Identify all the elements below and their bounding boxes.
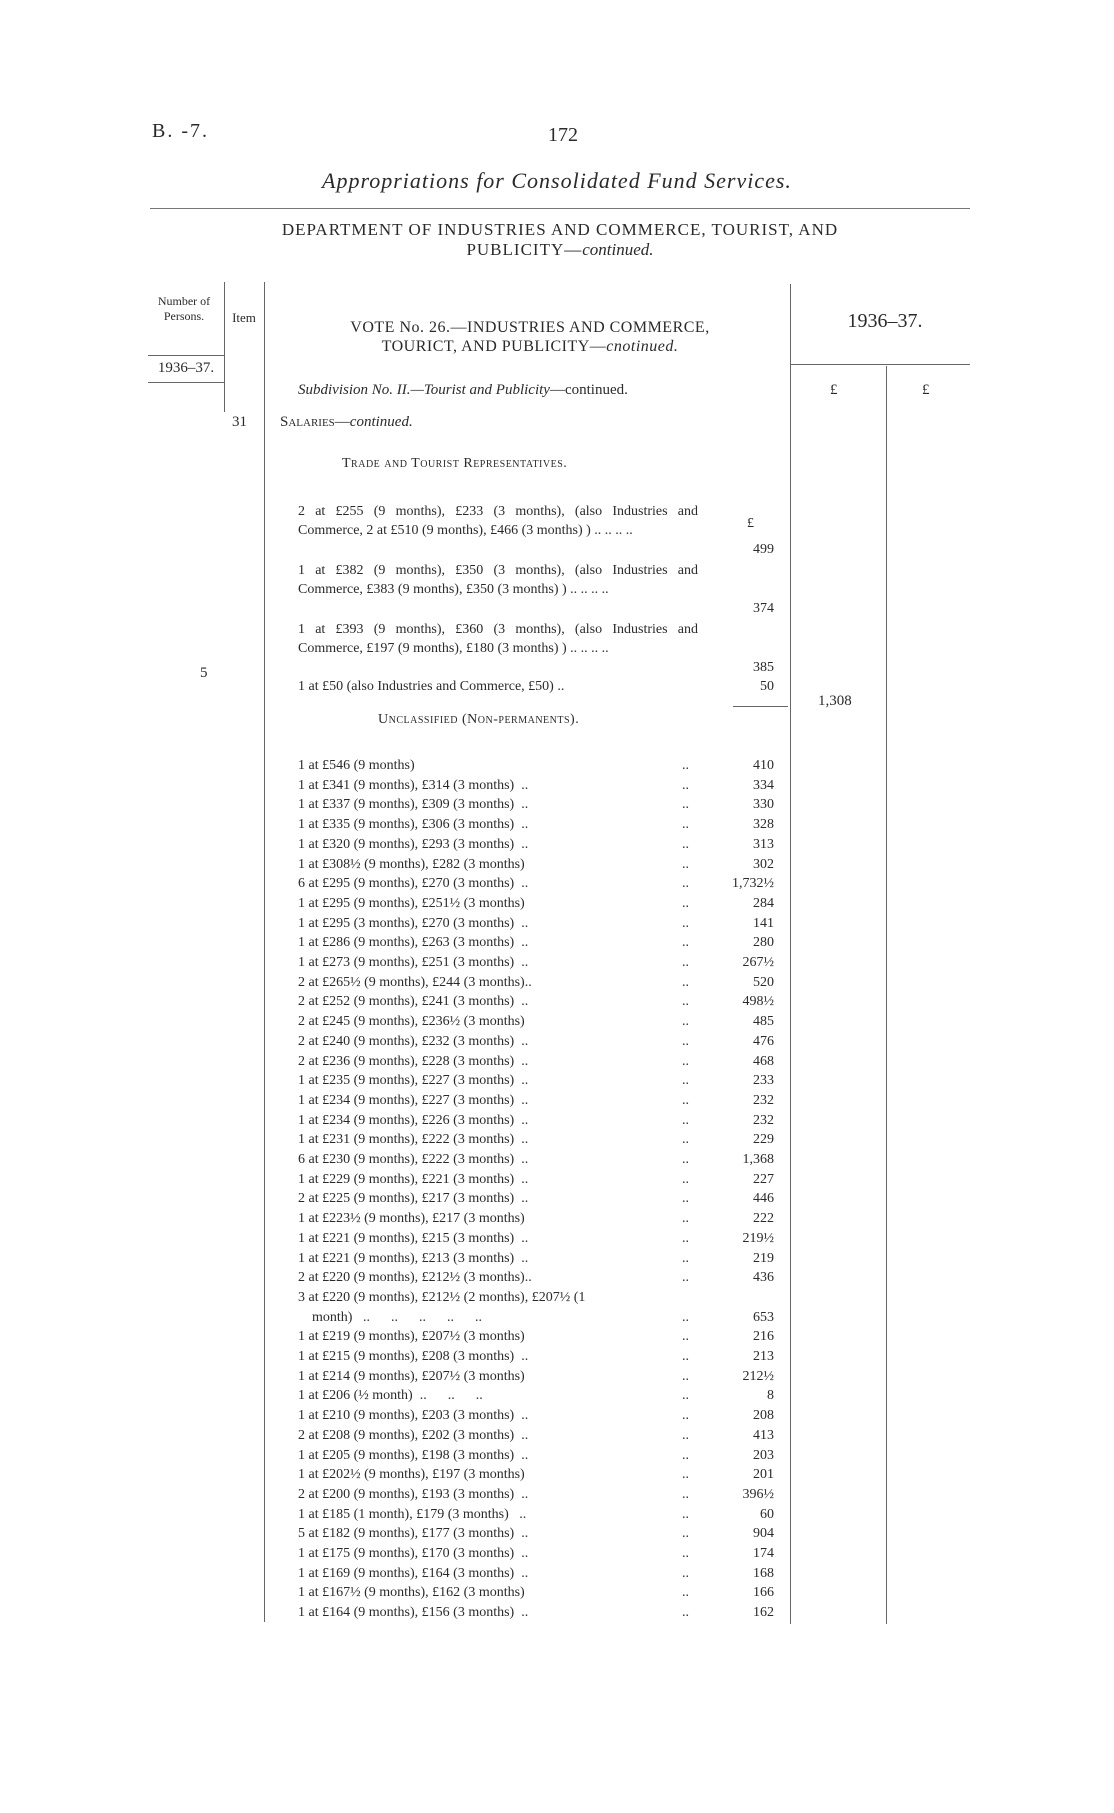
table-row-amount: 436: [753, 1270, 774, 1285]
section-total: 1,308: [818, 693, 852, 709]
table-row: month) .. .. .. .. ..: [298, 1310, 482, 1325]
leader-dots: ..: [682, 1073, 689, 1088]
table-row: 1 at £206 (½ month) .. .. ..: [298, 1388, 483, 1403]
department-continued: continued.: [582, 240, 654, 259]
table-row: 1 at £320 (9 months), £293 (3 months) ..: [298, 837, 529, 852]
table-row-amount: 476: [753, 1034, 774, 1049]
table-row: 3 at £220 (9 months), £212½ (2 months), £207½ (1: [298, 1290, 586, 1305]
leader-dots: ..: [682, 1329, 689, 1344]
list-item-amount: 385: [753, 660, 774, 675]
table-row: 1 at £273 (9 months), £251 (3 months) ..: [298, 955, 529, 970]
vote-continued: cnotinued.: [606, 338, 679, 355]
table-row: 6 at £230 (9 months), £222 (3 months) ..: [298, 1152, 529, 1167]
table-row-amount: 330: [753, 797, 774, 812]
leader-dots: ..: [682, 1408, 689, 1423]
leader-dots: ..: [682, 1349, 689, 1364]
document-reference: B. -7.: [152, 120, 209, 142]
table-row-amount: 313: [753, 837, 774, 852]
leader-dots: ..: [682, 837, 689, 852]
department-heading: [210, 220, 910, 260]
table-row: 1 at £341 (9 months), £314 (3 months) ..: [298, 778, 529, 793]
table-row: 1 at £235 (9 months), £227 (3 months) ..: [298, 1073, 529, 1088]
table-row: 2 at £236 (9 months), £228 (3 months) ..: [298, 1054, 529, 1069]
table-row: 2 at £265½ (9 months), £244 (3 months)..: [298, 975, 532, 990]
header-row-rule: [148, 382, 224, 383]
leader-dots: ..: [682, 935, 689, 950]
table-row-amount: 410: [753, 758, 774, 773]
table-row-amount: 413: [753, 1428, 774, 1443]
list-item: 1 at £382 (9 months), £350 (3 months), (also Industries and Commerce, £383 (9 months), £350 (3 months) ) .. .. .. ..: [298, 563, 698, 597]
leader-dots: ..: [682, 1310, 689, 1325]
table-row: 1 at £229 (9 months), £221 (3 months) ..: [298, 1172, 529, 1187]
leader-dots: ..: [682, 1191, 689, 1206]
vote-line2-text: TOURICT, AND PUBLICITY—: [381, 338, 607, 355]
table-row: 1 at £231 (9 months), £222 (3 months) ..: [298, 1132, 529, 1147]
pound-column-header: £: [830, 382, 838, 398]
table-row-amount: 904: [753, 1526, 774, 1541]
subdivision-label: Subdivision No. II.—Tourist and Publicity: [298, 382, 550, 398]
section-heading-trade-tourist: Trade and Tourist Representatives.: [342, 456, 568, 471]
list-item-amount: 50: [760, 679, 774, 694]
list-item: 2 at £255 (9 months), £233 (3 months), (also Industries and Commerce, 2 at £510 (9 months), £466 (3 months) ) .. .. .. ..: [298, 504, 698, 538]
leader-dots: ..: [682, 1172, 689, 1187]
department-line2-text: PUBLICITY—: [466, 240, 583, 259]
item-header: Item: [232, 310, 256, 325]
table-row-amount: 446: [753, 1191, 774, 1206]
vote-heading: [290, 318, 770, 356]
table-row-amount: 267½: [742, 955, 774, 970]
table-row-amount: 168: [753, 1566, 774, 1581]
table-row-amount: 396½: [742, 1487, 774, 1502]
column-divider: [790, 284, 791, 1624]
table-row: 1 at £221 (9 months), £215 (3 months) ..: [298, 1231, 529, 1246]
table-row-amount: 222: [753, 1211, 774, 1226]
leader-dots: ..: [682, 1428, 689, 1443]
table-row-amount: 227: [753, 1172, 774, 1187]
table-row: 5 at £182 (9 months), £177 (3 months) ..: [298, 1526, 529, 1541]
table-row: 1 at £185 (1 month), £179 (3 months) ..: [298, 1507, 527, 1522]
table-row-amount: 284: [753, 896, 774, 911]
table-row-amount: 520: [753, 975, 774, 990]
table-row-amount: 201: [753, 1467, 774, 1482]
leader-dots: ..: [682, 955, 689, 970]
vote-line1: VOTE No. 26.—INDUSTRIES AND COMMERCE,: [350, 319, 710, 336]
table-row-amount: 208: [753, 1408, 774, 1423]
table-row-amount: 174: [753, 1546, 774, 1561]
table-row: 1 at £164 (9 months), £156 (3 months) ..: [298, 1605, 529, 1620]
department-line2: [210, 240, 910, 260]
table-row: 1 at £223½ (9 months), £217 (3 months): [298, 1211, 525, 1226]
persons-count: 5: [200, 665, 208, 681]
department-line1: DEPARTMENT OF INDUSTRIES AND COMMERCE, TOURIST, AND: [281, 220, 839, 239]
leader-dots: ..: [682, 857, 689, 872]
table-row-amount: 334: [753, 778, 774, 793]
leader-dots: ..: [682, 876, 689, 891]
table-row: 1 at £234 (9 months), £227 (3 months) ..: [298, 1093, 529, 1108]
table-row: 1 at £234 (9 months), £226 (3 months) ..: [298, 1113, 529, 1128]
table-row-amount: 233: [753, 1073, 774, 1088]
table-row: 1 at £167½ (9 months), £162 (3 months): [298, 1585, 525, 1600]
leader-dots: ..: [682, 1054, 689, 1069]
table-row-amount: 229: [753, 1132, 774, 1147]
table-row: 2 at £240 (9 months), £232 (3 months) ..: [298, 1034, 529, 1049]
leader-dots: ..: [682, 817, 689, 832]
leader-dots: ..: [682, 1585, 689, 1600]
year-right-header: 1936–37.: [847, 310, 923, 332]
leader-dots: ..: [682, 1113, 689, 1128]
table-row: 1 at £169 (9 months), £164 (3 months) ..: [298, 1566, 529, 1581]
leader-dots: ..: [682, 896, 689, 911]
table-row: 1 at £337 (9 months), £309 (3 months) ..: [298, 797, 529, 812]
header-rule: [150, 208, 970, 209]
subdivision-heading: [298, 382, 628, 399]
table-row: 1 at £546 (9 months): [298, 758, 415, 773]
page-number: 172: [548, 124, 578, 146]
table-row-amount: 302: [753, 857, 774, 872]
leader-dots: ..: [682, 1270, 689, 1285]
table-row: 1 at £215 (9 months), £208 (3 months) ..: [298, 1349, 529, 1364]
leader-dots: ..: [682, 758, 689, 773]
table-row: 2 at £208 (9 months), £202 (3 months) ..: [298, 1428, 529, 1443]
leader-dots: ..: [682, 1467, 689, 1482]
leader-dots: ..: [682, 975, 689, 990]
leader-dots: ..: [682, 1566, 689, 1581]
column-divider: [264, 282, 265, 1622]
table-row: 1 at £221 (9 months), £213 (3 months) ..: [298, 1251, 529, 1266]
table-row-amount: 653: [753, 1310, 774, 1325]
leader-dots: ..: [682, 916, 689, 931]
leader-dots: ..: [682, 1388, 689, 1403]
header-row-rule: [790, 364, 970, 365]
leader-dots: ..: [682, 1448, 689, 1463]
table-row: 1 at £219 (9 months), £207½ (3 months): [298, 1329, 525, 1344]
table-row: 2 at £245 (9 months), £236½ (3 months): [298, 1014, 525, 1029]
list-item: 1 at £50 (also Industries and Commerce, £50) ..: [298, 679, 565, 694]
table-row: 1 at £335 (9 months), £306 (3 months) ..: [298, 817, 529, 832]
salaries-continued: continued.: [349, 414, 413, 430]
section-heading-unclassified: Unclassified (Non-permanents).: [378, 712, 580, 727]
table-row-amount: 141: [753, 916, 774, 931]
salaries-heading: [280, 414, 413, 431]
leader-dots: ..: [682, 1526, 689, 1541]
table-row: 6 at £295 (9 months), £270 (3 months) ..: [298, 876, 529, 891]
leader-dots: ..: [682, 1605, 689, 1620]
table-row-amount: 1,368: [742, 1152, 774, 1167]
table-row: 1 at £286 (9 months), £263 (3 months) ..: [298, 935, 529, 950]
table-row: 1 at £295 (9 months), £251½ (3 months): [298, 896, 525, 911]
number-of-persons-header: Number of Persons.: [157, 294, 211, 323]
subtotal-rule: [733, 706, 788, 707]
table-row: 1 at £214 (9 months), £207½ (3 months): [298, 1369, 525, 1384]
table-row: 1 at £308½ (9 months), £282 (3 months): [298, 857, 525, 872]
table-row-amount: 60: [760, 1507, 774, 1522]
table-row-amount: 212½: [742, 1369, 774, 1384]
leader-dots: ..: [682, 1211, 689, 1226]
year-left-header: 1936–37.: [157, 360, 215, 376]
table-row-amount: 468: [753, 1054, 774, 1069]
list-item: 1 at £393 (9 months), £360 (3 months), (also Industries and Commerce, £197 (9 months), £180 (3 months) ) .. .. .. ..: [298, 622, 698, 656]
column-divider: [886, 366, 887, 1624]
table-row: 2 at £200 (9 months), £193 (3 months) ..: [298, 1487, 529, 1502]
table-row-amount: 166: [753, 1585, 774, 1600]
table-row: 2 at £252 (9 months), £241 (3 months) ..: [298, 994, 529, 1009]
leader-dots: ..: [682, 1231, 689, 1246]
table-row: 2 at £220 (9 months), £212½ (3 months)..: [298, 1270, 532, 1285]
leader-dots: ..: [682, 994, 689, 1009]
subdivision-continued: —continued.: [549, 382, 628, 398]
table-row-amount: 216: [753, 1329, 774, 1344]
table-row-amount: 498½: [742, 994, 774, 1009]
table-row-amount: 219½: [742, 1231, 774, 1246]
list-item-amount: 499: [753, 542, 774, 557]
leader-dots: ..: [682, 778, 689, 793]
table-row-amount: 162: [753, 1605, 774, 1620]
column-divider: [224, 282, 225, 412]
leader-dots: ..: [682, 1546, 689, 1561]
table-row-amount: 219: [753, 1251, 774, 1266]
leader-dots: ..: [682, 1487, 689, 1502]
amount-currency-sign: £: [747, 516, 754, 531]
pound-column-header: £: [922, 382, 930, 398]
table-row-amount: 232: [753, 1113, 774, 1128]
table-row-amount: 485: [753, 1014, 774, 1029]
table-row: 1 at £175 (9 months), £170 (3 months) ..: [298, 1546, 529, 1561]
leader-dots: ..: [682, 1251, 689, 1266]
table-row: 1 at £202½ (9 months), £197 (3 months): [298, 1467, 525, 1482]
vote-line2: [290, 337, 770, 356]
table-row-amount: 232: [753, 1093, 774, 1108]
salaries-label: Salaries—: [280, 414, 350, 430]
header-row-rule: [148, 355, 224, 356]
table-row: 1 at £210 (9 months), £203 (3 months) ..: [298, 1408, 529, 1423]
table-row: 1 at £295 (3 months), £270 (3 months) ..: [298, 916, 529, 931]
table-row-amount: 1,732½: [732, 876, 774, 891]
table-row-amount: 203: [753, 1448, 774, 1463]
leader-dots: ..: [682, 797, 689, 812]
leader-dots: ..: [682, 1014, 689, 1029]
leader-dots: ..: [682, 1034, 689, 1049]
leader-dots: ..: [682, 1507, 689, 1522]
leader-dots: ..: [682, 1369, 689, 1384]
leader-dots: ..: [682, 1132, 689, 1147]
page-title: Appropriations for Consolidated Fund Services.: [322, 168, 792, 193]
table-row-amount: 8: [767, 1388, 774, 1403]
table-row-amount: 280: [753, 935, 774, 950]
list-item-amount: 374: [753, 601, 774, 616]
leader-dots: ..: [682, 1152, 689, 1167]
table-row-amount: 328: [753, 817, 774, 832]
item-number: 31: [232, 414, 247, 430]
table-row: 1 at £205 (9 months), £198 (3 months) ..: [298, 1448, 529, 1463]
table-row-amount: 213: [753, 1349, 774, 1364]
table-row: 2 at £225 (9 months), £217 (3 months) ..: [298, 1191, 529, 1206]
leader-dots: ..: [682, 1093, 689, 1108]
